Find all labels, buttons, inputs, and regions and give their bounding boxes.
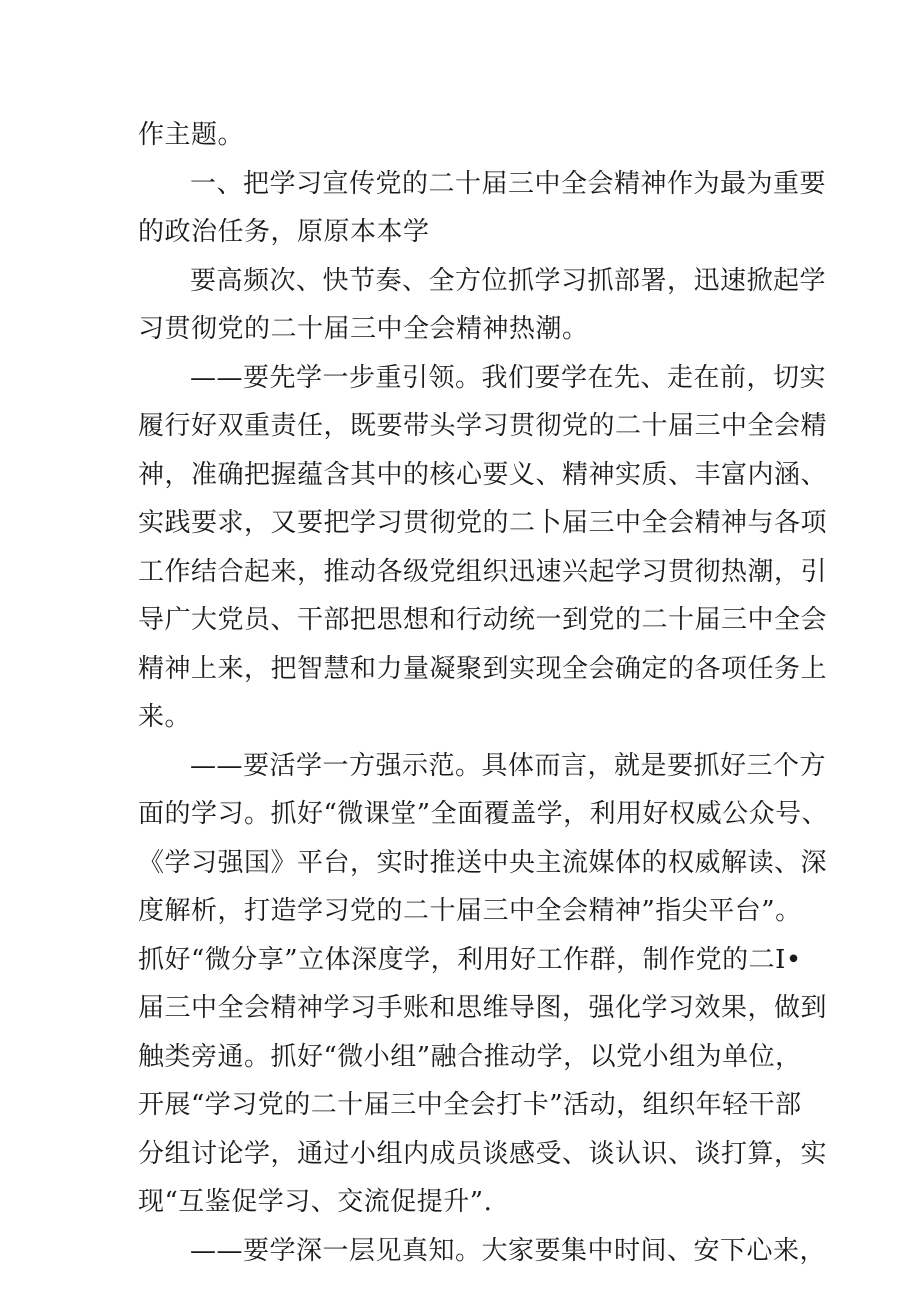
text-line: 届三中全会精神学习手账和思维导图，强化学习效果，做到: [138, 993, 828, 1023]
text-line: ——要活学一方强示范。具体而言，就是要抓好三个方: [190, 750, 827, 781]
text-line: ——要先学一步重引领。我们要学在先、走在前，切实: [190, 362, 827, 393]
text-line: 神，准确把握蕴含其中的核心要义、精神实质、丰富内涵、: [138, 459, 828, 490]
text-line: 实践要求，又要把学习贯彻党的二卜届三中全会精神与各项: [138, 508, 828, 538]
heading-line: 一、把学习宣传党的二十届三中全会精神作为最为重要: [190, 168, 827, 199]
text-line: 抓好“微分享”立体深度学，利用好工作群，制作党的二I•: [138, 944, 802, 975]
text-line: 触类旁通。抓好“微小组”融合推动学，以党小组为单位，: [138, 1041, 802, 1072]
text-line: 现“互鉴促学习、交流促提升”.: [138, 1187, 493, 1217]
text-line: 作主题。: [138, 120, 245, 150]
text-line: 履行好双重责任，既要带头学习贯彻党的二十届三中全会精: [138, 411, 828, 441]
text-line: 要高频次、快节奏、全方位抓学习抓部署，迅速掀起学: [190, 265, 827, 296]
text-line: 习贯彻党的二十届三中全会精神热潮。: [138, 314, 589, 344]
heading-line: 的政治任务，原原本本学: [138, 217, 430, 247]
document-body: [138, 111, 829, 1275]
text-line: 度解析，打造学习党的二十届三中全会精神”指尖平台”。: [138, 896, 802, 926]
text-line: 分组讨论学，通过小组内成员谈感受、谈认识、谈打算，实: [138, 1138, 828, 1169]
text-line: 工作结合起来，推动各级党组织迅速兴起学习贯彻热潮，引: [138, 556, 828, 587]
text-line: 导广大党员、干部把思想和行动统一到党的二十届三中全会: [138, 605, 828, 635]
text-line: 《学习强国》平台，实时推送中央主流媒体的权威解读、深: [138, 847, 828, 878]
text-line: 面的学习。抓好“微课堂”全面覆盖学，利用好权威公众号、: [138, 799, 829, 829]
text-line: 精神上来，把智慧和力量凝聚到实现全会确定的各项任务上: [138, 653, 828, 684]
text-line: ——要学深一层见真知。大家要集中时间、安下心来，: [190, 1235, 827, 1266]
text-line: 开展“学习党的二十届三中全会打卡”活动，组织年轻干部: [138, 1090, 802, 1120]
text-line: 来。: [138, 702, 192, 732]
